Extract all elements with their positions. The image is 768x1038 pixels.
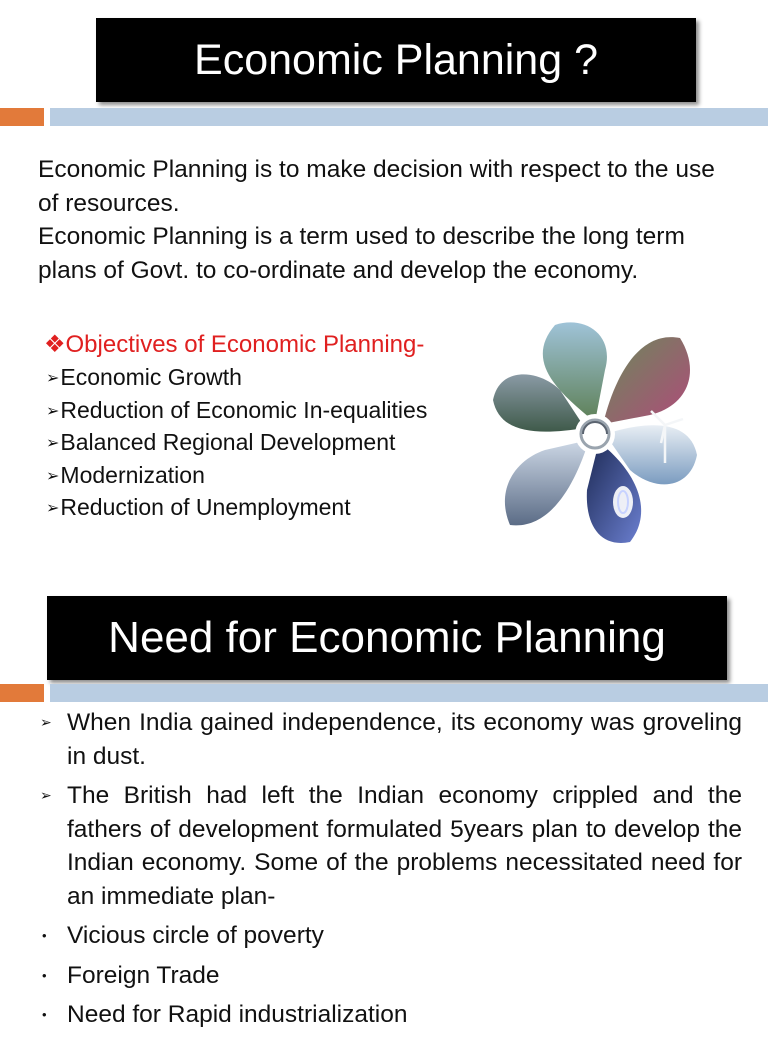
need-bullet-text: Need for Rapid industrialization bbox=[67, 1001, 408, 1028]
slide2-title-text: Need for Economic Planning bbox=[108, 613, 666, 662]
list-item bbox=[38, 998, 742, 1032]
arrow-bullet-icon: ➢ bbox=[46, 500, 60, 517]
dot-bullet-icon: • bbox=[42, 928, 47, 943]
divider-blue-bar bbox=[50, 108, 768, 126]
dot-bullet-icon: • bbox=[42, 967, 47, 983]
objective-label: Balanced Regional Development bbox=[60, 429, 396, 455]
list-item bbox=[46, 395, 427, 428]
list-item bbox=[46, 427, 427, 460]
arrow-bullet-icon: ➢ bbox=[46, 467, 60, 485]
list-item bbox=[38, 959, 742, 993]
need-points bbox=[38, 706, 742, 1038]
arrow-bullet-icon: ➢ bbox=[40, 787, 52, 803]
arrow-bullet-icon: ➢ bbox=[40, 714, 52, 730]
slide1-divider bbox=[0, 108, 768, 126]
slide1-title-text: Economic Planning ? bbox=[194, 35, 598, 84]
divider-orange-block bbox=[0, 684, 44, 702]
list-item bbox=[38, 706, 742, 773]
intro-paragraph-2: Economic Planning is a term used to describe the long term plans of Govt. to co-ordinate and develop the economy. bbox=[38, 223, 685, 284]
energy-collage-icon bbox=[490, 312, 700, 552]
diamond-bullet-icon: ❖ bbox=[44, 331, 66, 358]
list-item bbox=[46, 492, 427, 525]
need-bullet-text: Foreign Trade bbox=[67, 961, 220, 989]
slide1-title bbox=[96, 18, 696, 102]
need-point-text: When India gained independence, its economy was groveling in dust. bbox=[67, 709, 742, 770]
need-point-text: The British had left the Indian economy crippled and the fathers of development formulated 5years plan to develop the Indian economy. Some of the problems necessitated need for an immediate plan- bbox=[67, 782, 742, 910]
slide2-title bbox=[47, 596, 727, 680]
objective-label: Economic Growth bbox=[60, 364, 242, 390]
slide2-divider bbox=[0, 684, 768, 702]
arrow-bullet-icon: ➢ bbox=[46, 402, 60, 420]
list-item bbox=[46, 460, 427, 493]
arrow-bullet-icon: ➢ bbox=[46, 370, 60, 387]
objective-label: Reduction of Unemployment bbox=[60, 494, 351, 520]
divider-blue-bar bbox=[50, 684, 768, 702]
objective-label: Modernization bbox=[60, 461, 205, 488]
intro-paragraph-1: Economic Planning is to make decision with respect to the use of resources. bbox=[38, 156, 715, 217]
list-item bbox=[46, 362, 427, 395]
intro-text bbox=[38, 153, 738, 287]
list-item bbox=[38, 919, 742, 953]
list-item bbox=[38, 779, 742, 913]
need-bullet-text: Vicious circle of poverty bbox=[67, 922, 324, 949]
dot-bullet-icon: • bbox=[42, 1007, 47, 1022]
objective-label: Reduction of Economic In-equalities bbox=[60, 396, 428, 423]
objectives-heading bbox=[44, 330, 424, 359]
arrow-bullet-icon: ➢ bbox=[46, 435, 60, 452]
divider-orange-block bbox=[0, 108, 44, 126]
objectives-list bbox=[46, 362, 427, 525]
objectives-heading-text: Objectives of Economic Planning- bbox=[65, 331, 425, 358]
